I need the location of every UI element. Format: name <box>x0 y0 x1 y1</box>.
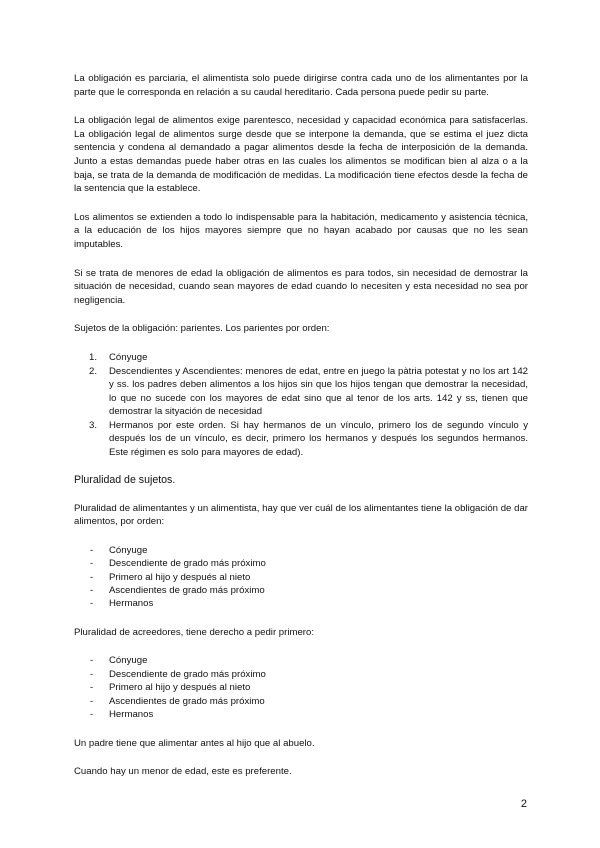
acreedores-dash-list <box>74 654 528 721</box>
list-item <box>74 544 528 557</box>
paragraph-parciaria: La obligación es parciaria, el alimentista solo puede dirigirse contra cada uno de los alimentantes por la parte que le corresponda en relación a su caudal hereditario. Cada persona puede pedir su parte. <box>74 73 528 98</box>
document-page <box>74 72 528 779</box>
list-item-number: 1. <box>89 351 98 363</box>
dash-bullet: - <box>90 655 94 667</box>
dash-bullet: - <box>90 682 94 694</box>
parientes-numbered-list <box>74 351 528 460</box>
list-item <box>74 695 528 708</box>
page-number: 2 <box>520 798 527 810</box>
list-item <box>74 654 528 667</box>
paragraph-padre-hijo: Un padre tiene que alimentar antes al hijo que al abuelo. <box>74 737 315 749</box>
list-item <box>74 681 528 694</box>
alimentantes-dash-list <box>74 544 528 611</box>
list-item <box>74 584 528 597</box>
list-item-text: Hermanos <box>109 598 154 610</box>
list-item <box>74 668 528 681</box>
list-item-number: 3. <box>89 419 98 431</box>
list-item <box>74 419 528 460</box>
list-item <box>74 571 528 584</box>
list-item <box>74 708 528 721</box>
list-item-text: Cónyuge <box>109 655 148 667</box>
paragraph-alimentos-extension: Los alimentos se extienden a todo lo indispensable para la habitación, medicamento y asistencia técnica, a la educación de los hijos mayores siempre que no hayan acabado por causas que no les sean imputables. <box>74 211 528 250</box>
dash-bullet: - <box>90 558 94 570</box>
paragraph-obligacion-legal: La obligación legal de alimentos exige parentesco, necesidad y capacidad económica para satisfacerlas. La obligación legal de alimentos surge desde que se interpone la demanda, que se estima el juez dicta sentencia y condena al demandado a pagar alimentos desde la fecha de interposición de la demanda. Junto a estas demandas puede haber otras en las cuales los alimentos se modifican bien al alza o a la baja, se trata de la demanda de modificación de medidas. La modificación tiene efectos desde la fecha de la sentencia que la establece. <box>74 115 528 195</box>
dash-bullet: - <box>90 668 94 680</box>
paragraph-sujetos: Sujetos de la obligación: parientes. Los parientes por orden: <box>74 323 330 335</box>
list-item-text: Hermanos <box>109 709 154 721</box>
list-item-number: 2. <box>89 365 98 377</box>
list-item-text: Descendiente de grado más próximo <box>109 668 266 680</box>
section-heading-pluralidad: Pluralidad de sujetos. <box>74 473 176 486</box>
paragraph-pluralidad-alimentantes: Pluralidad de alimentantes y un alimentista, hay que ver cuál de los alimentantes tiene la obligación de dar alimentos, por orden: <box>74 502 528 528</box>
dash-bullet: - <box>90 571 94 583</box>
list-item-text: Cónyuge <box>109 351 148 363</box>
dash-bullet: - <box>90 544 94 556</box>
list-item-text: Descendiente de grado más próximo <box>109 558 266 570</box>
list-item <box>74 557 528 570</box>
list-item-text: Descendientes y Ascendientes: menores de edat, entre en juego la pàtria potestat y no los art 142 y ss. los padres deben alimentos a los hijos sin que los hijos tengan que demostrar la necesidad, lo que no sucede con los mayores de edat sino que al tenor de los arts. 142 y ss, tienen que demostrar la sityación de necesidad <box>109 365 528 418</box>
list-item-text: Hermanos por este orden. Si hay hermanos de un vínculo, primero los de segundo vínculo y después los de un vínculo, es decir, primero los hermanos y después los segundos hermanos. Este régimen es solo para mayores de edad). <box>109 419 528 459</box>
dash-bullet: - <box>90 709 94 721</box>
list-item-text: Ascendientes de grado más próximo <box>109 585 265 597</box>
list-item-text: Primero al hijo y después al nieto <box>109 571 251 583</box>
list-item-text: Cónyuge <box>109 544 148 556</box>
list-item <box>74 597 528 610</box>
list-item-text: Primero al hijo y después al nieto <box>109 682 251 694</box>
list-item-text: Ascendientes de grado más próximo <box>109 695 265 707</box>
paragraph-menor-preferente: Cuando hay un menor de edad, este es preferente. <box>74 766 292 778</box>
dash-bullet: - <box>90 695 94 707</box>
dash-bullet: - <box>90 598 94 610</box>
dash-bullet: - <box>90 585 94 597</box>
list-item <box>74 351 528 365</box>
list-item <box>74 365 528 419</box>
paragraph-pluralidad-acreedores: Pluralidad de acreedores, tiene derecho a pedir primero: <box>74 626 314 638</box>
paragraph-menores-edad: Si se trata de menores de edad la obligación de alimentos es para todos, sin necesidad de demostrar la situación de necesidad, cuando sean mayores de edad cuando lo necesiten y esta necesidad no sea por negligencia. <box>74 267 528 306</box>
